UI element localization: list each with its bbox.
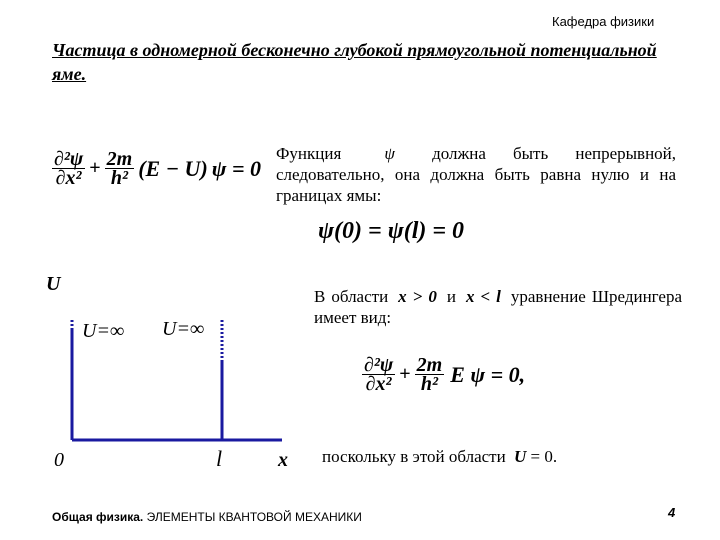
energy-psi-zero: E ψ = 0, (450, 361, 526, 387)
footer-section: ЭЛЕМЕНТЫ КВАНТОВОЙ МЕХАНИКИ (146, 510, 362, 524)
schrodinger-equation-inside-well (362, 356, 525, 393)
psi-symbol: ψ (384, 144, 395, 163)
mass-fraction (105, 150, 135, 187)
zero-potential-text: поскольку в этой области (322, 447, 506, 466)
schrodinger-equation (52, 150, 261, 187)
footer-course: Общая физика. (52, 510, 144, 524)
continuity-paragraph (276, 143, 676, 206)
fraction-numerator: ∂²ψ (364, 354, 394, 376)
fraction-numerator: 2m (106, 148, 133, 170)
region-prefix: В области (314, 287, 389, 306)
zero-potential-rest: = 0. (530, 447, 558, 466)
zero-potential-paragraph (322, 446, 682, 467)
x-axis-label: x (278, 449, 288, 471)
energy-bracket: (E − U) (138, 155, 208, 181)
psi-equals-zero: ψ = 0 (211, 155, 261, 181)
condition-x-less-l: x < l (465, 287, 501, 306)
fraction-numerator: ∂²ψ (54, 148, 84, 170)
fraction-denominator: h² (420, 373, 438, 395)
slide-title: Частица в одномерной бесконечно глубокой прямоугольной потенциальной яме. (52, 40, 657, 84)
page-number: 4 (668, 505, 676, 520)
second-derivative-fraction (52, 150, 85, 187)
potential-symbol: U (513, 447, 527, 466)
fraction-denominator: ∂x² (55, 167, 82, 189)
plus-sign: + (399, 363, 411, 385)
well-width-label: l (216, 446, 223, 471)
word-function: Функция (276, 144, 342, 163)
region-suffix: уравнение Шредингера имеет вид: (314, 287, 682, 327)
fraction-denominator: ∂x² (365, 373, 392, 395)
u-infinity-left-label: U=∞ (82, 320, 125, 342)
origin-label: 0 (54, 449, 64, 471)
boundary-condition-equation: ψ(0) = ψ(l) = 0 (318, 218, 465, 244)
potential-well-diagram (40, 270, 310, 475)
axis-u-label: U (46, 273, 61, 295)
u-infinity-right-label: U=∞ (162, 318, 205, 340)
department-label: Кафедра физики (552, 14, 655, 29)
fraction-denominator: h² (110, 167, 128, 189)
region-paragraph (314, 286, 682, 328)
condition-x-greater-zero: x > 0 (398, 287, 437, 306)
second-derivative-fraction (362, 356, 395, 393)
fraction-numerator: 2m (416, 354, 443, 376)
mass-fraction (415, 356, 445, 393)
continuity-text: должна быть непрерывной, следовательно, она должна быть равна нулю и на границах ямы: (276, 144, 677, 205)
conjunction-and: и (446, 287, 456, 306)
footer (52, 510, 362, 524)
plus-sign: + (89, 157, 101, 179)
